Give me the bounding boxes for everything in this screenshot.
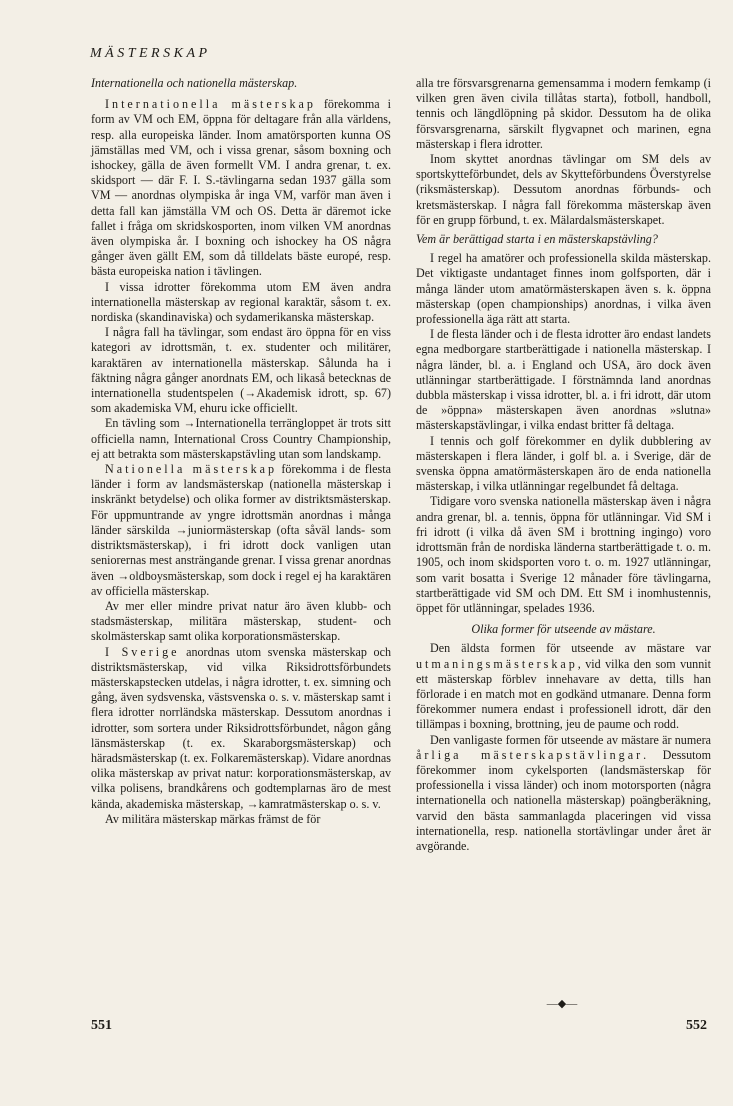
spaced-lead: årliga mästerskapstävlingar	[416, 747, 644, 762]
paragraph-text: förekomma i de flesta länder i form av landsmästerskap (nationella mästerskap i inskränkt betydelse) och olika former av distriktsmästerskap. För uppmuntrande av yngre idrottsmän anordnas i många länder särskilda →juniormästerskap (ofta såväl lands- som distriktsmästerskap), i fri idrott dock vanligen utan seniorernas mest ansträngande grenar. I vissa grenar anordnas även →oldboysmästerskap, som dock i regel ej ha karaktären av officiella mästerskap.	[91, 462, 391, 598]
paragraph-text: . Dessutom förekommer inom cykelsporten (landsmästerskap för professionella i vissa länder) och inom motorsporten (några internationella och nationella mästerskap) poängberäkning, varvid den bästa sammanlagda placeringen vid vissa internationella, resp. nationella stortävlingar under året är avgörande.	[416, 747, 711, 853]
paragraph: En tävling som →Internationella terrängloppet är trots sitt officiella namn, International Cross Country Championship, ej att betrakta som mästerskapstävling utan som landskamp.	[91, 416, 391, 461]
paragraph	[91, 462, 391, 599]
paragraph: Av militära mästerskap märkas främst de för	[105, 811, 321, 826]
paragraph	[91, 645, 391, 812]
ornament-divider-icon: —◆—	[546, 998, 578, 1010]
running-head: MÄSTERSKAP	[90, 46, 211, 61]
paragraph	[416, 733, 711, 855]
paragraph	[91, 97, 391, 279]
paragraph-text: anordnas utom svenska mästerskap och distriktsmästerskap, vid vilka Riksidrottsförbundets mästerskapstecken utdelas, i några idrotter, t. ex. simning och gång, även sydsvenska, västsvenska o. s. v. mästerskap samt i flera idrotter norrländska mästerskap. Dessutom anordnas i idrotter, som sortera under Riksidrottsförbundet, någon gång länsmästerskap (t. ex. Skaraborgsmästerskap) och häradsmästerskap (t. ex. Folkaremästerskap). Vidare anordnas olika mästerskap av privat natur: korporationsmästerskap, av vilka polisens, brandkårens och godtemplarnas äro de mest kända, akademiska mästerskap, →kamratmästerskap o. s. v.	[91, 644, 391, 811]
spaced-lead: utmaningsmästerskap	[416, 656, 578, 671]
section-heading: Internationella och nationella mästerskap.	[91, 76, 298, 90]
section-heading: Olika former för utseende av mästare.	[471, 622, 656, 637]
paragraph: Tidigare voro svenska nationella mästerskap även i några andra grenar, bl. a. tennis, öppna för utlänningar. Vid SM i fri idrott (i vilka då även SM i brottning ingingo) voro idrottsmän från de nordiska länderna startberättigade t. o. m. 1905, och inom skidsporten voro t. o. m. 1927 utlänningar, som varit bosatta i Sverige 12 månader före tävlingarna, startberättigade vid SM och DM. Ett SM i inomhustennis, öppet för utlänningar, spelades 1936.	[416, 494, 711, 615]
paragraph: I vissa idrotter förekomma utom EM även andra internationella mästerskap av regional karaktär, såsom t. ex. nordiska (skandinaviska) och sydamerikanska mästerskap.	[91, 279, 391, 325]
paragraph	[416, 641, 711, 732]
paragraph-text: Den vanligaste formen för utseende av mästare är numera	[430, 732, 711, 747]
spaced-lead: Nationella mästerskap	[105, 462, 278, 477]
page-number-left: 551	[91, 1018, 112, 1033]
section-heading: Vem är berättigad starta i en mästerskapstävling?	[416, 232, 658, 247]
left-column	[91, 76, 391, 827]
paragraph-text: , vid vilka den som vunnit ett mästerskap förblev innehavare av detta, tills han förlorade i en match mot en godkänd utmanare. Denna form förekommer numera endast i professionell idrott, där den tillämpas i boxning, brottning, jeu de paume och rodd.	[416, 656, 711, 732]
paragraph-text: förekomma i form av VM och EM, öppna för deltagare från alla världens, resp. alla europeiska länder. Inom amatörsporten kunna OS jämställas med VM, och i vissa grenar, såsom boxning och ishockey, gälla de även formellt VM. I andra grenar, t. ex. skidsport — där F. I. S.-tävlingarna sedan 1937 gälla som VM — anordnas olympiska år inga VM, varför man även i detta fall kan jämställa VM och OS. Detta är däremot icke fallet i fråga om skridskosporten, inom vilken VM anordnas även olympiska år. I boxning och ishockey ha OS några gånger även gällt EM, som då tilldelats bäste europé, resp. bästa europeiska nation i tävlingen.	[91, 97, 391, 279]
paragraph: I några fall ha tävlingar, som endast äro öppna för en viss kategori av idrottsmän, t. ex. studenter och militärer, karaktären av internationella mästerskap. Sålunda ha i fäktning några gånger anordnats EM, och likaså betecknas de internationella studentspelen (→Akademisk idrott, sp. 67) som akademiska VM, ehuru icke officiellt.	[91, 325, 391, 416]
paragraph: Inom skyttet anordnas tävlingar om SM dels av sportskytteförbundet, dels av Skytteförbundens Överstyrelse (riksmästerskap). Dessutom anordnas förbunds- och kretsmästerskap. I några fall förekomma mästerskap även för en grupp förbund, t. ex. Mälardalsmästerskapet.	[416, 152, 711, 227]
paragraph: alla tre försvarsgrenarna gemensamma i modern femkamp (i vilken gren även civila tillåtas starta), fotboll, handboll, tennis och längdlöpning på skidor. Dessutom ha de olika försvarsgrenarna, särskilt flygvapnet och marinen, egna mästerskap i flera idrotter.	[416, 76, 711, 151]
paragraph: I tennis och golf förekommer en dylik dubblering av mästerskapen i flera länder, i golf bl. a. i Sverige, där de svenska öppna amatörmästerskapen äro de enda nationella mästerskap, i vilka utlänningar regelbundet få deltaga.	[416, 433, 711, 494]
spaced-lead: Internationella mästerskap	[105, 97, 316, 112]
paragraph-text: Den äldsta formen för utseende av mästare var	[430, 641, 711, 656]
paragraph: I de flesta länder och i de flesta idrotter äro endast landets egna medborgare startberättigade i nationella mästerskap. I några länder, bl. a. i England och USA, äro dock även utlänningar startberättigade. I förstnämnda land anordnas dubbla mästerskap i vissa idrotter, bl. a. i fri idrott, där utom de »öppna» mästerskapen även anordnas »slutna» mästerskapstävlingar, i vilka endast britter få deltaga.	[416, 327, 711, 433]
paragraph: I regel ha amatörer och professionella skilda mästerskap. Det viktigaste undantaget finnes inom golfsporten, där i många länder utom amatörmästerskapen även s. k. öppna mästerskap (open championships) anordnas, i vilka även professionella äga rätt att starta.	[416, 251, 711, 327]
page-number-right: 552	[686, 1018, 707, 1033]
spaced-lead: I Sverige	[105, 644, 180, 659]
paragraph: Av mer eller mindre privat natur äro även klubb- och stadsmästerskap, militära mästerskap, student- och skolmästerskap samt olika korporationsmästerskap.	[91, 598, 391, 644]
right-column	[416, 76, 711, 854]
